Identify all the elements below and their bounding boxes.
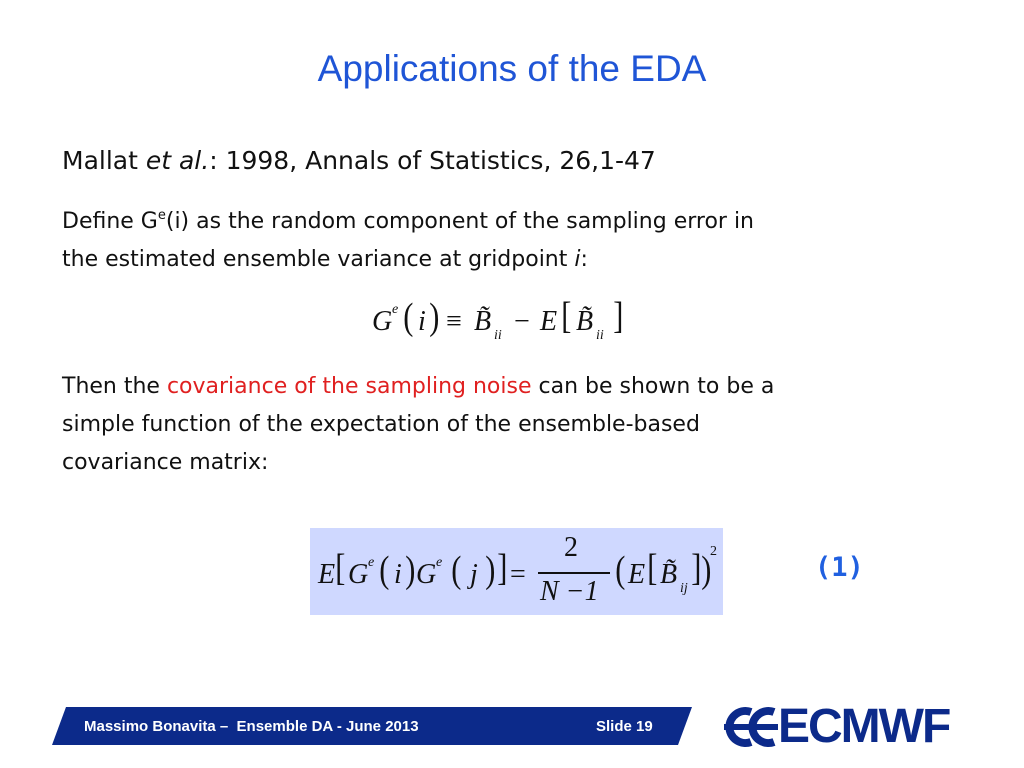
reference-source: : 1998, Annals of Statistics, 26,1-47 xyxy=(209,146,656,175)
eq2-G2: G xyxy=(416,559,437,590)
eq1-E: E xyxy=(540,306,558,337)
eq1-i: i xyxy=(418,306,426,337)
slide-number: Slide 19 xyxy=(596,718,653,735)
definition-colon: : xyxy=(580,247,588,272)
eq1-sub-ii: ii xyxy=(494,328,502,343)
covariance-text-start: Then the xyxy=(62,374,167,399)
eq2-j: j xyxy=(470,559,478,590)
definition-text-start: Define G xyxy=(62,209,158,234)
eq1-G: G xyxy=(372,306,393,337)
definition-equation xyxy=(362,292,632,346)
eq1-minus: − xyxy=(514,306,530,337)
slide-title: Applications of the EDA xyxy=(317,48,707,89)
eq2-E2: E xyxy=(628,559,646,590)
covariance-equation-box xyxy=(310,528,723,615)
eq1-rbracket: ] xyxy=(613,295,624,337)
eq2-sub-ij: ij xyxy=(680,581,688,596)
eq2-sup-e2: e xyxy=(436,555,443,570)
eq2-equals: = xyxy=(510,559,526,590)
eq2-rbracket2: ] xyxy=(691,547,702,589)
eq2-rparen1: ) xyxy=(405,549,416,591)
eq1-B-tilde-2: B̃ xyxy=(576,306,594,337)
eq2-i: i xyxy=(394,559,402,590)
eq2-lbracket2: [ xyxy=(647,547,658,589)
definition-variable: i xyxy=(574,247,581,272)
eq1-rparen: ) xyxy=(429,296,440,338)
eq1-lbracket: [ xyxy=(561,295,572,337)
eq2-square: 2 xyxy=(710,544,717,559)
eq2-B-tilde: B̃ xyxy=(660,559,678,590)
eq2-lparen1: ( xyxy=(379,549,390,591)
reference-line xyxy=(62,146,782,175)
eq2-lbracket: [ xyxy=(335,547,346,589)
equation-number: (1) xyxy=(815,552,864,583)
eq2-denominator: N −1 xyxy=(540,576,599,607)
eq2-rparen3: ) xyxy=(701,549,712,591)
eq2-E: E xyxy=(318,559,336,590)
eq2-rbracket: ] xyxy=(497,547,508,589)
definition-text-body: (i) as the random component of the sampling error in the estimated ensemble variance at gridpoint xyxy=(62,209,755,272)
eq2-sup-e1: e xyxy=(368,555,375,570)
reference-author: Mallat xyxy=(62,146,146,175)
covariance-text-end: can be shown to be a simple function of the expectation of the ensemble-based covariance matrix: xyxy=(62,374,775,475)
footer-author: Massimo Bonavita – Ensemble DA - June 2013 xyxy=(84,718,419,735)
ecmwf-logo-text: ECMWF xyxy=(778,700,950,753)
reference-etal: et al. xyxy=(145,146,210,175)
eq2-lparen2: ( xyxy=(451,549,462,591)
eq1-lparen: ( xyxy=(403,296,414,338)
covariance-paragraph xyxy=(62,368,782,482)
eq1-sup-e: e xyxy=(392,302,399,317)
eq1-B-tilde: B̃ xyxy=(474,306,492,337)
covariance-highlight: covariance of the sampling noise xyxy=(166,374,532,399)
eq1-equiv: ≡ xyxy=(446,306,462,337)
eq2-rparen2: ) xyxy=(485,549,496,591)
eq2-lparen3: ( xyxy=(615,549,626,591)
eq2-numerator: 2 xyxy=(564,532,578,563)
definition-superscript: e xyxy=(157,208,166,223)
eq2-G1: G xyxy=(348,559,369,590)
definition-paragraph xyxy=(62,203,782,279)
eq1-sub-ii-2: ii xyxy=(596,328,604,343)
eq2-fraction-bar xyxy=(538,572,610,574)
